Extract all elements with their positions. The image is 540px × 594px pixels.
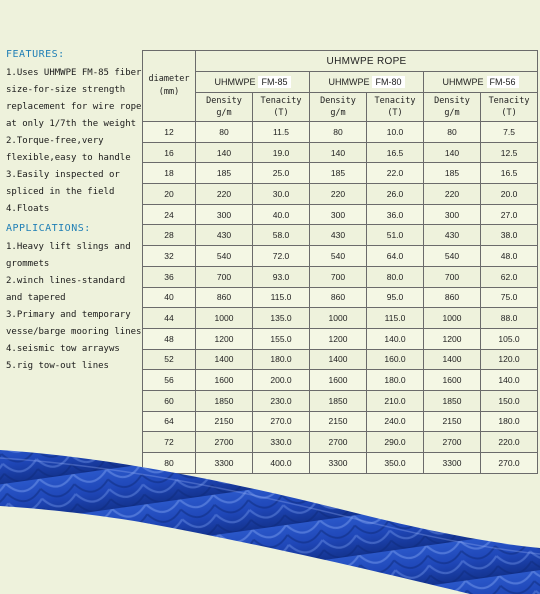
diameter-unit: (mm) [158, 87, 180, 97]
density-label: Density [320, 96, 356, 106]
tenacity-cell: 75.0 [481, 287, 538, 308]
density-header [196, 93, 253, 122]
density-unit: g/m [444, 108, 460, 118]
diameter-cell: 64 [143, 411, 196, 432]
diameter-header [143, 51, 196, 122]
tenacity-cell: 40.0 [253, 204, 310, 225]
density-cell: 220 [424, 184, 481, 205]
tenacity-cell: 30.0 [253, 184, 310, 205]
density-cell: 140 [424, 142, 481, 163]
tenacity-cell: 120.0 [481, 349, 538, 370]
table-row [143, 308, 538, 329]
tenacity-cell: 93.0 [253, 266, 310, 287]
diameter-cell: 72 [143, 432, 196, 453]
density-cell: 300 [310, 204, 367, 225]
table-row [143, 163, 538, 184]
density-unit: g/m [330, 108, 346, 118]
tenacity-cell: 270.0 [253, 411, 310, 432]
tenacity-cell: 135.0 [253, 308, 310, 329]
tenacity-cell: 150.0 [481, 390, 538, 411]
tenacity-unit: (T) [273, 108, 289, 118]
density-cell: 540 [424, 246, 481, 267]
tenacity-cell: 16.5 [481, 163, 538, 184]
density-cell: 1850 [310, 390, 367, 411]
density-cell: 1600 [310, 370, 367, 391]
tenacity-cell: 62.0 [481, 266, 538, 287]
density-cell: 300 [424, 204, 481, 225]
tenacity-cell: 350.0 [367, 453, 424, 474]
tenacity-unit: (T) [387, 108, 403, 118]
density-cell: 3300 [196, 453, 253, 474]
density-cell: 2700 [196, 432, 253, 453]
rope-spec-table [142, 50, 538, 474]
density-cell: 300 [196, 204, 253, 225]
tenacity-cell: 330.0 [253, 432, 310, 453]
density-cell: 140 [196, 142, 253, 163]
tenacity-cell: 160.0 [367, 349, 424, 370]
application-item: 4.seismic tow arrayws [6, 344, 120, 354]
applications-list [6, 239, 142, 375]
table-row [143, 287, 538, 308]
group-brand: UHMWPE [442, 77, 484, 87]
diameter-cell: 28 [143, 225, 196, 246]
tenacity-cell: 140.0 [481, 370, 538, 391]
features-list [6, 65, 142, 218]
density-cell: 1000 [424, 308, 481, 329]
feature-item: 1.Uses UHMWPE FM-85 fiber size-for-size strength replacement for wire rope at only 1/7th the weight [6, 68, 142, 129]
density-cell: 1400 [196, 349, 253, 370]
tenacity-cell: 290.0 [367, 432, 424, 453]
application-item: 3.Primary and temporary vesse/barge mooring lines [6, 310, 142, 337]
density-cell: 185 [196, 163, 253, 184]
applications-heading: APPLICATIONS: [6, 223, 91, 234]
tenacity-label: Tenacity [374, 96, 416, 106]
table-row [143, 142, 538, 163]
density-cell: 1200 [310, 328, 367, 349]
tenacity-header [253, 93, 310, 122]
diameter-label: diameter [148, 74, 190, 84]
table-row [143, 246, 538, 267]
group-header-fm80 [310, 72, 424, 93]
diameter-cell: 16 [143, 142, 196, 163]
tenacity-cell: 230.0 [253, 390, 310, 411]
tenacity-header [367, 93, 424, 122]
density-cell: 3300 [310, 453, 367, 474]
tenacity-cell: 115.0 [367, 308, 424, 329]
diameter-cell: 32 [143, 246, 196, 267]
density-header [424, 93, 481, 122]
table-row [143, 204, 538, 225]
table-title: UHMWPE ROPE [196, 51, 538, 72]
tenacity-unit: (T) [501, 108, 517, 118]
density-cell: 1000 [310, 308, 367, 329]
tenacity-cell: 180.0 [253, 349, 310, 370]
diameter-cell: 80 [143, 453, 196, 474]
tenacity-cell: 51.0 [367, 225, 424, 246]
table-row [143, 266, 538, 287]
group-grade: FM-56 [487, 76, 519, 88]
features-panel [6, 46, 142, 375]
tenacity-cell: 27.0 [481, 204, 538, 225]
density-cell: 2150 [424, 411, 481, 432]
diameter-cell: 20 [143, 184, 196, 205]
tenacity-cell: 38.0 [481, 225, 538, 246]
table-body [143, 122, 538, 474]
tenacity-cell: 12.5 [481, 142, 538, 163]
tenacity-cell: 48.0 [481, 246, 538, 267]
diameter-cell: 48 [143, 328, 196, 349]
diameter-cell: 36 [143, 266, 196, 287]
table-row [143, 328, 538, 349]
density-cell: 430 [196, 225, 253, 246]
density-cell: 1850 [424, 390, 481, 411]
density-cell: 1600 [196, 370, 253, 391]
tenacity-cell: 26.0 [367, 184, 424, 205]
density-cell: 220 [310, 184, 367, 205]
tenacity-cell: 36.0 [367, 204, 424, 225]
density-cell: 185 [310, 163, 367, 184]
diameter-cell: 52 [143, 349, 196, 370]
tenacity-cell: 88.0 [481, 308, 538, 329]
density-cell: 2150 [196, 411, 253, 432]
table-row [143, 411, 538, 432]
application-item: 5.rig tow-out lines [6, 361, 109, 371]
tenacity-cell: 210.0 [367, 390, 424, 411]
table-row [143, 370, 538, 391]
density-cell: 700 [424, 266, 481, 287]
table-row [143, 225, 538, 246]
density-cell: 2150 [310, 411, 367, 432]
diameter-cell: 12 [143, 122, 196, 143]
tenacity-label: Tenacity [488, 96, 530, 106]
density-cell: 1400 [310, 349, 367, 370]
diameter-cell: 56 [143, 370, 196, 391]
density-label: Density [206, 96, 242, 106]
density-cell: 80 [424, 122, 481, 143]
rope-photo [0, 444, 540, 594]
tenacity-cell: 200.0 [253, 370, 310, 391]
diameter-cell: 24 [143, 204, 196, 225]
tenacity-cell: 72.0 [253, 246, 310, 267]
diameter-cell: 60 [143, 390, 196, 411]
density-cell: 540 [196, 246, 253, 267]
diameter-cell: 44 [143, 308, 196, 329]
tenacity-cell: 80.0 [367, 266, 424, 287]
density-cell: 2700 [310, 432, 367, 453]
density-label: Density [434, 96, 470, 106]
density-cell: 1200 [424, 328, 481, 349]
group-grade: FM-80 [372, 76, 404, 88]
tenacity-cell: 140.0 [367, 328, 424, 349]
density-cell: 860 [310, 287, 367, 308]
table-row [143, 390, 538, 411]
diameter-cell: 18 [143, 163, 196, 184]
tenacity-cell: 25.0 [253, 163, 310, 184]
density-cell: 1400 [424, 349, 481, 370]
tenacity-cell: 58.0 [253, 225, 310, 246]
tenacity-cell: 115.0 [253, 287, 310, 308]
tenacity-cell: 19.0 [253, 142, 310, 163]
feature-item: 2.Torque-free,very flexible,easy to handle [6, 136, 131, 163]
tenacity-cell: 22.0 [367, 163, 424, 184]
tenacity-cell: 7.5 [481, 122, 538, 143]
density-cell: 80 [310, 122, 367, 143]
tenacity-cell: 180.0 [481, 411, 538, 432]
tenacity-cell: 240.0 [367, 411, 424, 432]
density-cell: 860 [196, 287, 253, 308]
tenacity-cell: 180.0 [367, 370, 424, 391]
group-grade: FM-85 [258, 76, 290, 88]
density-cell: 1600 [424, 370, 481, 391]
tenacity-header [481, 93, 538, 122]
table-row [143, 122, 538, 143]
density-cell: 220 [196, 184, 253, 205]
density-cell: 80 [196, 122, 253, 143]
tenacity-cell: 20.0 [481, 184, 538, 205]
density-cell: 3300 [424, 453, 481, 474]
tenacity-cell: 220.0 [481, 432, 538, 453]
group-brand: UHMWPE [328, 77, 370, 87]
density-cell: 1850 [196, 390, 253, 411]
density-cell: 185 [424, 163, 481, 184]
density-header [310, 93, 367, 122]
density-cell: 140 [310, 142, 367, 163]
density-unit: g/m [216, 108, 232, 118]
feature-item: 3.Easily inspected or spliced in the field [6, 170, 120, 197]
density-cell: 860 [424, 287, 481, 308]
tenacity-cell: 400.0 [253, 453, 310, 474]
table-row [143, 349, 538, 370]
tenacity-cell: 95.0 [367, 287, 424, 308]
density-cell: 700 [310, 266, 367, 287]
tenacity-label: Tenacity [260, 96, 302, 106]
group-header-fm56 [424, 72, 538, 93]
tenacity-cell: 10.0 [367, 122, 424, 143]
application-item: 2.winch lines-standard and tapered [6, 276, 126, 303]
density-cell: 1000 [196, 308, 253, 329]
density-cell: 540 [310, 246, 367, 267]
tenacity-cell: 16.5 [367, 142, 424, 163]
density-cell: 430 [310, 225, 367, 246]
application-item: 1.Heavy lift slings and grommets [6, 242, 131, 269]
density-cell: 1200 [196, 328, 253, 349]
diameter-cell: 40 [143, 287, 196, 308]
tenacity-cell: 64.0 [367, 246, 424, 267]
tenacity-cell: 155.0 [253, 328, 310, 349]
feature-item: 4.Floats [6, 204, 50, 214]
density-cell: 2700 [424, 432, 481, 453]
density-cell: 430 [424, 225, 481, 246]
tenacity-cell: 105.0 [481, 328, 538, 349]
features-heading: FEATURES: [6, 49, 65, 60]
table-row [143, 184, 538, 205]
group-brand: UHMWPE [214, 77, 256, 87]
group-header-fm85 [196, 72, 310, 93]
tenacity-cell: 11.5 [253, 122, 310, 143]
rope-body [0, 450, 540, 594]
density-cell: 700 [196, 266, 253, 287]
tenacity-cell: 270.0 [481, 453, 538, 474]
